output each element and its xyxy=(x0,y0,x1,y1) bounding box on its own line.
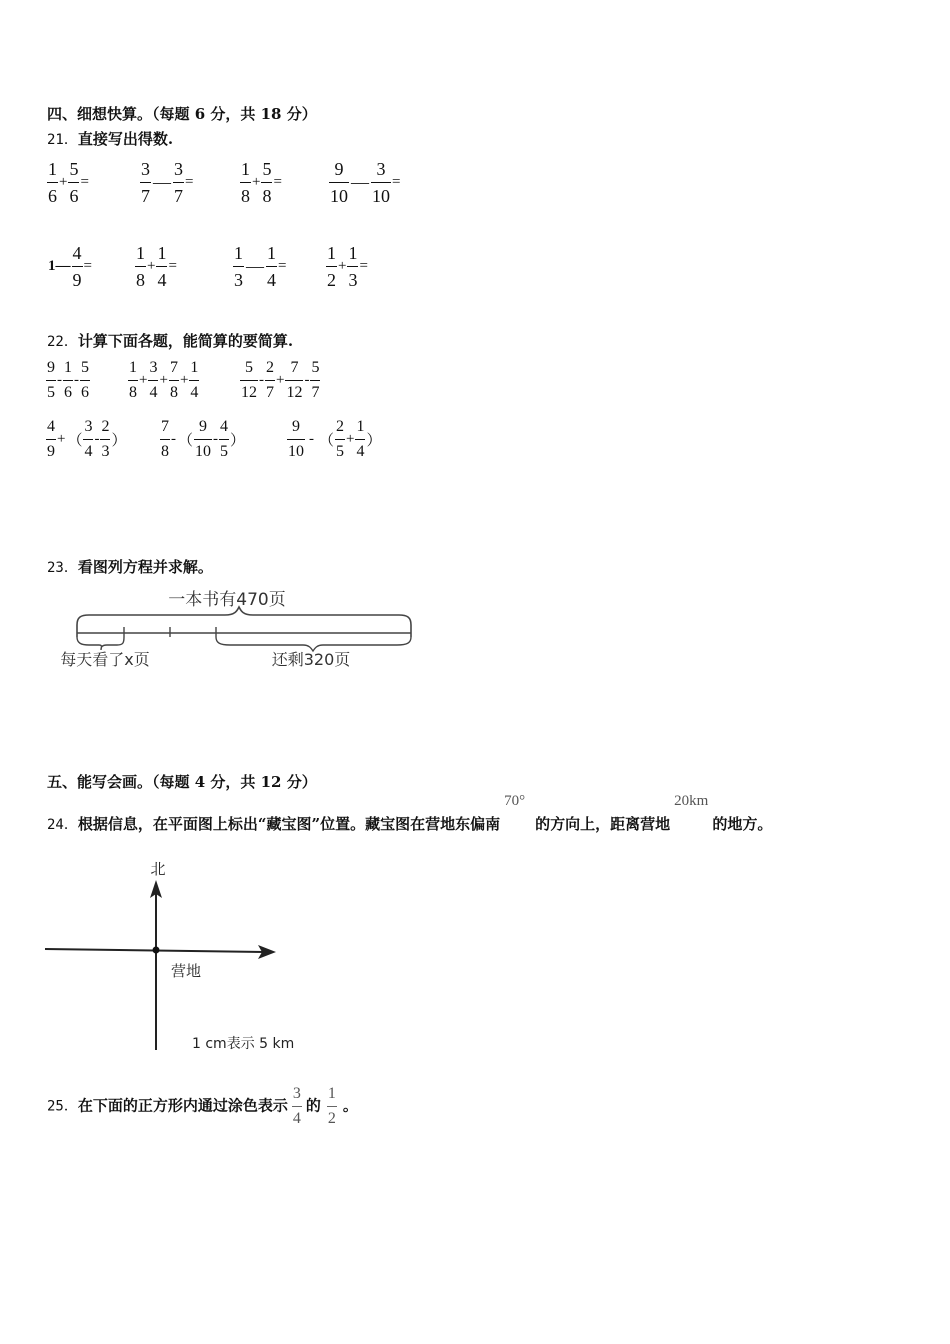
question-text: 。 xyxy=(342,1096,358,1115)
question-text: 的 xyxy=(305,1096,321,1115)
book-pages-diagram xyxy=(45,585,420,675)
q22-expr-5: $\frac{7}{8}$ - （ $\frac{9}{10}$ - $\frac{4}{5}$ ） xyxy=(161,418,246,460)
question-text: 根据信息，在平面图上标出“藏宝图”位置。藏宝图在营地东偏南 xyxy=(77,815,501,833)
q21-expr-6: $\frac{1}{8}$ + $\frac{1}{4}$ = xyxy=(136,243,177,290)
question-21 xyxy=(47,128,173,149)
question-24 xyxy=(47,793,772,833)
q22-expr-3: $\frac{5}{12}$ - $\frac{2}{7}$ + $\frac{7}{12}$ - $\frac{5}{7}$ xyxy=(241,359,320,401)
q21-expr-4: $\frac{9}{10}$ — $\frac{3}{10}$ = xyxy=(330,159,401,206)
camp-map xyxy=(40,852,340,1057)
fraction-three-quarters: $\frac{3}{4}$ xyxy=(292,1085,301,1127)
q22-expr-1: $\frac{9}{5}$ - $\frac{1}{6}$ - $\frac{5}{6}$ xyxy=(47,359,89,401)
camp-label: 营地 xyxy=(170,962,202,980)
question-number: 21． xyxy=(47,132,78,148)
q22-expr-4: $\frac{4}{9}$ + （ $\frac{3}{4}$ - $\frac{2}{3}$ ） xyxy=(47,418,127,460)
q21-expr-5: 1— $\frac{4}{9}$ = xyxy=(48,243,92,290)
question-text: 直接写出得数. xyxy=(77,130,174,148)
question-25 xyxy=(47,1086,358,1127)
question-text: 的方向上，距离营地 xyxy=(535,815,671,833)
q22-expr-2: $\frac{1}{8}$ + $\frac{3}{4}$ + $\frac{7}{8}$ + $\frac{1}{4}$ xyxy=(129,359,199,401)
question-number: 23． xyxy=(47,560,78,576)
question-text: 在下面的正方形内通过涂色表示 xyxy=(77,1096,288,1115)
remaining-pages-label: 还剩320页 xyxy=(271,650,351,669)
question-number: 22． xyxy=(47,334,78,350)
remain-brace xyxy=(216,637,411,651)
question-text: 的地方。 xyxy=(712,815,773,833)
q22-expr-6: $\frac{9}{10}$ - （ $\frac{2}{5}$ + $\frac{1}{4}$ ） xyxy=(288,418,382,460)
question-text: 看图列方程并求解。 xyxy=(77,558,213,576)
total-pages-label: 一本书有470页 xyxy=(168,590,286,610)
question-23 xyxy=(47,556,213,577)
question-22 xyxy=(47,330,293,351)
scale-label: 1 cm表示 5 km xyxy=(192,1036,295,1052)
q21-expr-7: $\frac{1}{3}$ — $\frac{1}{4}$ = xyxy=(234,243,287,290)
section-title-5: 五、能写会画。（每题 4 分，共 12 分） xyxy=(47,773,317,791)
daily-brace xyxy=(77,637,124,650)
q21-expr-3: $\frac{1}{8}$ + $\frac{5}{8}$ = xyxy=(241,159,282,206)
question-text: 计算下面各题，能简算的要简算. xyxy=(77,332,294,350)
question-number: 25． xyxy=(47,1098,78,1115)
q21-expr-2: $\frac{3}{7}$ — $\frac{3}{7}$ = xyxy=(141,159,194,206)
camp-point xyxy=(153,947,160,954)
north-label: 北 xyxy=(150,860,166,878)
distance-value: 20km xyxy=(674,793,709,809)
section-title-4: 四、细想快算。（每题 6 分，共 18 分） xyxy=(47,105,317,123)
q21-expr-8: $\frac{1}{2}$ + $\frac{1}{3}$ = xyxy=(327,243,368,290)
q21-expr-1: $\frac{1}{6}$ + $\frac{5}{6}$ = xyxy=(48,159,89,206)
fraction-one-half: $\frac{1}{2}$ xyxy=(327,1085,336,1127)
angle-value: 70° xyxy=(504,793,526,809)
question-number: 24． xyxy=(47,817,78,833)
daily-pages-label: 每天看了x页 xyxy=(60,650,150,669)
